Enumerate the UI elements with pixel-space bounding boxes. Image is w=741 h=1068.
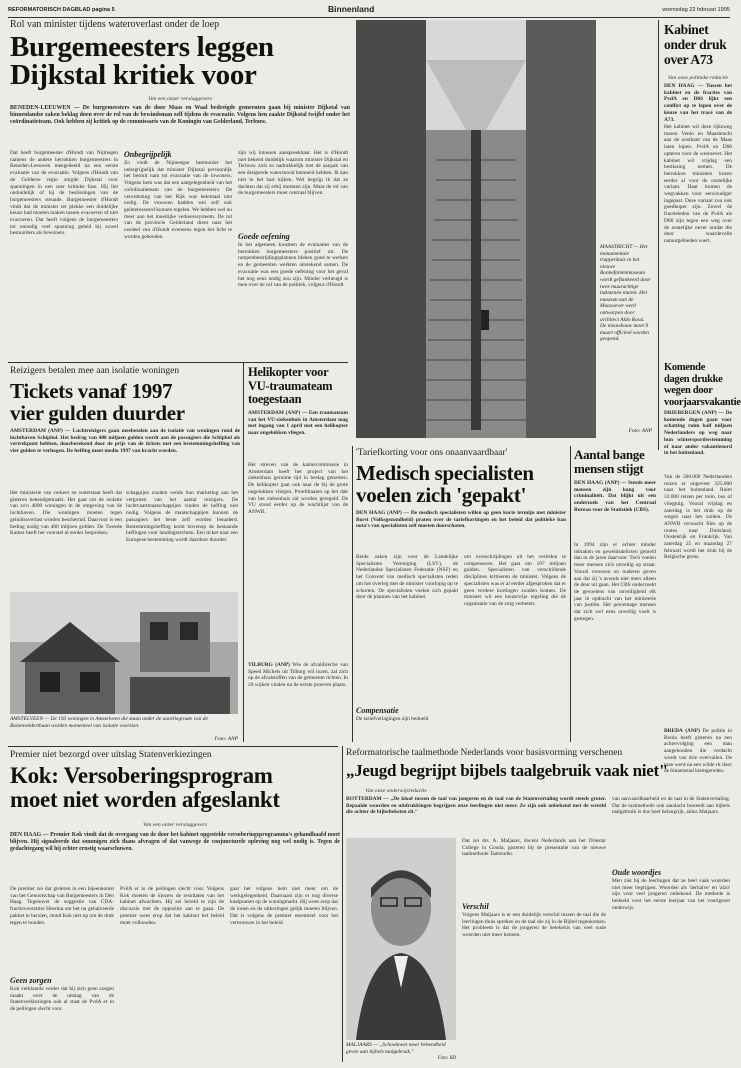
helikopter-intro: AMSTERDAM (ANP) — Een traumateam van het VU-ziekenhuis in Amsterdam mag met ingang van 1 april met een helikopter naar ongelukken vliegen. — [248, 410, 348, 437]
kok-col-1: De premier zei dat gisteren in een bijeenkomst van het Genootschap van Burgemeesters in Den Haag. Tegenover de suggestie van CDA-fractievoorzitter Heerma om het nu gehalveerde pakket te herzien, stond Kok niet op om de druk tegen te houden. — [10, 886, 114, 926]
tilburg-label: TILBURG (ANP) — [248, 662, 290, 668]
maljaars-caption: MALJAARS — „Schoolmoet meer behendheid geven aan bijbels taalgebruik." — [346, 1042, 446, 1055]
kok-col-2: PvdA er in de peilingen slecht voor. Volgens Kok moeten de kiezers de resultaten van het kabinet afwachten. Hij zei bereid te zijn de discussie met de oppositie aan te gaan. De premier wees erop dat het kabinet het beleid moet volhouden. — [120, 886, 224, 926]
aantal-intro: DEN HAAG (ANP) — Steeds meer mensen zijn bang voor criminaliteit. Dat blijkt uit een onderzoek van het Centraal Bureau voor de Statistiek (CBS). — [574, 480, 656, 513]
bijbel-left-rule — [342, 746, 343, 1062]
isolation-credit: Foto: ANP — [214, 736, 238, 742]
lead-col-3: zijn wij intussen aanspreekbaar. Het is d'Hondt niet bekend duidelijk waarom minister Dijkstal en Terlouw zich zo nadrukkelijk met de aanpak van een dreigende watersnood bemoeid hebben. Ik kan niet in het hart kijken. Wel begrijp ik dat ze dachten dat zij erbij moesten zijn. Maar de rol van de burgemeesters moet centraal blijven. — [238, 150, 348, 197]
tickets-intro: AMSTERDAM (ANP) — Luchtreizigers gaan meebetalen aan de isolatie van woningen rond de luchthaven Schiphol. Het bedrag van 400 miljoen gulden wordt aan de passagiers die Schiphol als vertrekpunt hebben, doorberekend door de prijs van de tickets met een bestemmingsheffing van vier gulden te verhogen. De heffing moet medio 1997 van kracht worden. — [10, 428, 240, 455]
lead-kicker: Rol van minister tijdens wateroverlast onder de loep — [10, 19, 220, 30]
kok-subhead: Geen zorgen — [10, 976, 52, 985]
kok-headline-1: Kok: Versoberingsprogram — [10, 763, 273, 788]
bijbel-col-a-subhead: Verschil — [462, 902, 489, 911]
medisch-col-1b: De tariefverlagingen zijn bedoeld — [356, 716, 429, 722]
header-rule — [8, 17, 730, 18]
medisch-col-1: Beide zaken zijn voor de Landelijke Specialisten Vereniging (LSV), de Nederlandse Specialisten Federatie (NSF) en het Convent van medisch specialisten reden om het overleg met de minister voorlopig op te schorten. De specialisten voelen zich gepakt door de plannen van het kabinet. — [356, 554, 458, 601]
komende-headline: Komende dagen drukke wegen door voorjaarsvakantie — [664, 362, 741, 408]
medisch-intro: DEN HAAG (ANP) — De medisch specialisten willen op geen korte termijn met minister Borst (Volksgezondheid) praten over de tariefkortingen en het beleid dat politieke ban nota's van specialisten zelf moeten doorschoten. — [356, 510, 566, 530]
tickets-top-rule — [8, 362, 348, 363]
staircase-illustration — [356, 20, 596, 438]
kabinet-headline: Kabinet onder druk over A73 — [664, 22, 727, 67]
kok-kicker: Premier niet bezorgd over uitslag Statenverkiezingen — [10, 750, 212, 760]
isolation-photo — [10, 592, 238, 714]
page-header — [8, 4, 730, 16]
medisch-subhead: Compensatie — [356, 706, 399, 715]
maljaars-photo — [346, 838, 456, 1040]
isolation-caption: AMSTELVEEN — De 193 woningen in Amstelveen die staan onder de aanvliegroute van de Buitenveldertbaan worden momenteel van isolatie voorzien. — [10, 716, 208, 729]
tilburg-text: Wie de afvaldirectie van Speed Michels uit Tilburg wil lozen, zal zich op de afvalstoffen van de gemeente richten. In 20 wijken vinden nu de eerste proeven plaats. — [248, 662, 348, 689]
portrait-illustration — [346, 838, 456, 1040]
bijbel-byline: Van onze onderwijsredactie — [365, 788, 427, 794]
bijbel-col-a: Dat zei drs. A. Maljaars, docent Nederlands aan het Driestar College in Gouda, gisteren bij de presentatie van de nieuwe taalmethode Taalstudio. — [462, 838, 606, 858]
lead-byline: Van een onzer verslaggevers — [148, 96, 212, 102]
tickets-col-2: schappijen zouden welde hun marketing aan het vergroten van het aantal reizigers. De luchtvaartmaatschappijen vinden de heffing niet nodig. Volgens de maatschappijen kunnen de passagiers het beste zelf worden benaderd. Bestemmingsheffing komt bovenop de bestaande heffingen voor landingsrechten. Een ticket naar een Europese bestemming wordt daardoor duurder. — [126, 490, 238, 543]
kabinet-rule — [658, 20, 659, 450]
kok-byline: Van een onzer verslaggevers — [143, 822, 207, 828]
helikopter-headline: Helikopter voor VU-traumateam toegestaan — [248, 365, 333, 406]
staircase-credit: Foto: ANP — [628, 428, 652, 434]
bijbel-col-a2: Volgens Maljaars is er een duidelijk verschil tussen de taal die de leerlingen thuis spreken en de taal die zij in de Bijbel tegenkomen. Het probleem is dat de jongeren de betekenis van veel oude woorden niet meer kennen. — [462, 912, 606, 939]
kabinet-body: Het kabinet wil deze rijksweg tussen Venlo en Maasbracht aan de oostkant van de Maas laten lopen. PvdA en D66 opteren voor de westoever. Het kabinet wil vrijdag een beslissing nemen. De betrokken ministers kozen eerder al voor de oostelijke variant. Daar komen de wegvakken voor eenvoudiger ingepast. Deze variant zou ook goedkoper zijn. Zowel de fractieleden van de PvdA als D66 zijn tegen een weg over de oostelijke oever omdat die door waardevolle natuurgebieden voert. — [664, 124, 732, 244]
lead-col-1: Dat heeft burgemeester d'Hondt van Nijmegen namens de andere betrokken burgemeesters in Beneden-Leeuwen meegedeeld na een eerste evaluatie van de evacuatie. Volgens d'Hondt van de Gelderse regio zorgde Dijkstal voor spanningen in een zeer kritieke fase. Hij liet onduidelijk of hij de beslissingen van de burgemeesters steunde. Burgemeester d'Hondt vindt dat de minister ter plekke een duidelijke keuze had moeten maken tussen evacueren of niet evacueren. Dat heeft volgens de burgemeesters tot onnodig veel spanning geleid bij zowel bestuurders als bewoners. — [10, 150, 118, 237]
kabinet-byline: Van onze politieke redactie — [667, 75, 729, 81]
lead-col-3-subhead: Goede oefening — [238, 232, 290, 241]
medisch-kicker: 'Tariefkorting voor ons onaanvaardbaar' — [356, 448, 508, 458]
lead-headline-1: Burgemeesters leggen — [10, 31, 274, 63]
kok-headline-2: moet niet worden afgeslankt — [10, 787, 280, 812]
kok-col-1b: Kok verklaarde verder dat hij zich geen zorgen maakt over de uitslag van de Statenverkiezingen ook al staat de PvdA er in de peilingen slecht voor. — [10, 986, 114, 1013]
staircase-photo — [356, 20, 596, 438]
medisch-headline-2: voelen zich 'gepakt' — [356, 483, 527, 507]
lead-col-2: Zo vindt de Nijmeegse bestuurder het onbegrijpelijk dat minister Dijkstal persoonlijk het besluit nam tot evacuatie van de inwoners. Volgens hem was dat een aangelegenheid van het coördinatieteam van de burgemeesters. De verordening van het Rijk was helemaal niet nodig. De vrouwen hadden wel zelf ook geïnteresseerd kunnen regelen. We hebben wel nu meer aan het moeilijke verkeerssysteem. De rol van de provincie Gelderland dient naar het oordeel van d'Hondt eveneens tegen het licht te worden gehouden. — [124, 160, 232, 240]
lead-col-2-subhead: Onbegrijpelijk — [124, 150, 172, 159]
houses-illustration — [10, 592, 238, 714]
kok-col-3: gaat het volgens hem niet meer om de werkgelegenheid. Daarnaast zijn er nog diverse knelpunten op de woningmarkt. Hij wees erop dat de lonen en de uitkeringen gelijk moeten blijven. Dat is volgens de premier essentieel voor het vertrouwen in het beleid. — [230, 886, 338, 926]
medisch-rule — [352, 446, 353, 742]
aantal-body: In 1994 zijn er echter minder inbraken en geweldsdelicten gemeld dan in de jaren daarvoor. Toch voelen meer mensen zich onveilig op straat. Vooral vrouwen en ouderen geven aan dat zij 's avonds niet meer alleen de deur uit gaan. Het CBS onderzoekt de gevoelens van onveiligheid elk jaar in opdracht van het ministerie van justitie. Het percentage mensen dat zich wel eens onveilig voelt is gestegen. — [574, 542, 656, 622]
kok-top-rule — [8, 746, 338, 747]
maljaars-credit: Foto: RD — [437, 1056, 456, 1061]
tilburg-brief — [248, 662, 348, 740]
aantal-headline: Aantal bange mensen stijgt — [574, 447, 645, 476]
section-name: Binnenland — [328, 4, 375, 14]
tickets-headline-1: Tickets vanaf 1997 — [10, 379, 173, 403]
breda-label: BREDA (ANP) — [664, 728, 700, 734]
medisch-col-2: om overschrijdingen uit het verleden te compenseren. Het gaat om 107 miljoen gulden. Specialisten van verschillende disciplines kritiseren de minister. Volgens de specialisten was er al eerder afgesproken dat er geen verdere kortingen zouden komen. De minister wil een keuzevrije regeling die de organisatie van de zorg verbetert. — [464, 554, 566, 607]
bijbel-col-b: van aanvaardbaarheid en de taal in de Statenvertaling. Dat de taalmethode ook aandacht besteedt aan bijbels taalgebruik is dus heel belangrijk, aldus Maljaars. — [612, 796, 730, 816]
tickets-kicker: Reizigers betalen mee aan isolatie woningen — [10, 366, 180, 376]
kok-intro: DEN HAAG — Premier Kok vindt dat de overgang van de door het kabinet opgestelde versoberingsprogramma's gehandhaafd moet blijven. Hij signaleerde dat sommigen zich thans afvragen of dat vanwege de conjuncturele opleving nog wel nodig is. Tegen de gedachtegang wil hij echter ernstig waarschuwen. — [10, 832, 340, 852]
helikopter-body: Het streven van de kamercommissie in Amsterdam heeft het project van het ziekenhuis geruime tijd in beslag genomen. De helikopter gaat ook naar de bij de grote ongelukken vliegen. Proefdraaien op het dak van het ziekenhuis zal worden geregeld. De VU stond eerder op de wachtlijst van de ANWB. — [248, 462, 348, 515]
tickets-col-1: Het ministerie van verkeer en waterstaat heeft dat gisteren bekendgemaakt. Het gaat om de isolatie van zo'n 4000 woningen in de omgeving van de luchthaven. Die woningen moeten tegen geluidsoverlast worden beschermd. Daarvoor is een bedrag nodig van 400 miljoen gulden. De Tweede Kamer heeft het voorstel al eerder besproken. — [10, 490, 122, 537]
bijbel-kicker: Reformatorische taalmethode Nederlands voor basisvorming verschenen — [346, 748, 623, 758]
staircase-caption: MAASTRICHT — Het monumentale trappenhuis in het nieuwe Bonnefantenmuseum wordt geflankeerd door twee muurachtige bakstenen muren. Het museum aan de Maasoever werd ontworpen door architect Aldo Rossi. De nieuwbouw moet 9 maart officieel worden geopend. — [600, 244, 651, 343]
bijbel-col-b2: Men ziet bij de leerlingen dat ze heel vaak woorden niet meer begrijpen. Woorden als 'derhalve' en 'alzo' zijn voor veel jongeren onbekend. De methode is bedoeld voor het eerste leerjaar van het voortgezet onderwijs. — [612, 878, 730, 911]
bijbel-col-b-subhead: Oude woordjes — [612, 868, 662, 877]
medisch-headline-1: Medisch specialisten — [356, 461, 534, 485]
komende-body: Van de 500.000 Nederlanders reizen er ongeveer 325.000 naar het buitenland. Ruim 33.000 reizen per trein, bus of vliegtuig. Vooral vrijdag en zaterdag is het druk op de wegen naar het zuiden. De ANWB verwacht files op de routes naar Duitsland, Oostenrijk en Frankrijk. Van zaterdag 25 en maandag 27 februari wordt het druk bij de Belgische grens. — [664, 474, 732, 561]
page-date: woensdag 22 februari 1995 — [662, 7, 730, 13]
breda-text: De politie in Breda heeft gisteren na een achtervolging een man aangehouden die verdacht wordt van drie overvallen. De man werd na een wilde rit door de binnenstad klemgereden. — [664, 728, 732, 775]
tickets-headline-2: vier gulden duurder — [10, 401, 185, 425]
paper-name: REFORMATORISCH DAGBLAD pagina 5 — [8, 7, 115, 13]
lead-headline-2: Dijkstal kritiek voor — [10, 59, 257, 91]
aantal-rule — [570, 446, 571, 742]
lead-col-3b: In het algemeen kwamen de evaluaties van de betrokken burgemeesters positief uit. De rampenbestrijdingsplannen bleken goed te werken en de gemeenten werkten uitstekend samen. De evacuatie was een goede oefening voor het geval het nog eens nodig zou zijn. Minder verheugd is men over de rol van de politiek, volgens d'Hondt. — [238, 242, 348, 289]
komende-intro: DRIEBERGEN (ANP) — De komende dagen gaan voor schatting ruim half miljoen Nederlanders op weg naar hun wintersportbestemming of naar ander vakantieoord in het buitenland. — [664, 410, 732, 457]
kabinet-intro: DEN HAAG — Tussen het kabinet en de fracties van PvdA en D66 lijkt een conflict op te lopen over de keuze van het tracé van de A73. — [664, 83, 732, 123]
lead-intro: BENEDEN-LEEUWEN — De burgemeesters van de door Maas en Waal bedreigde gemeenten gaan bij minister Dijkstal van binnenlandse zaken beklag doen over de rol van de bewindsman zelf tijdens de evacuatie. Volgens hen zaakte Dijkstal twijfel onder het coördinatieteam. Ook hebben zij kritiek op de commissaris van de Koningin van Gelderland, Terlouw. — [10, 105, 350, 125]
bijbel-intro: ROTTERDAM — „De kloof tussen de taal van jongeren en de taal van de Statenvertaling wordt steeds groter. Bepaalde woorden en uitdrukkingen begrijpen onze leerlingen niet meer. Ze zijn ook onbekend met de wereld die achter de bijbelteksten zit." — [346, 796, 606, 816]
bijbel-headline: „Jeugd begrijpt bijbels taalgebruik vaak niet" — [346, 761, 668, 780]
helikopter-rule — [243, 362, 244, 742]
